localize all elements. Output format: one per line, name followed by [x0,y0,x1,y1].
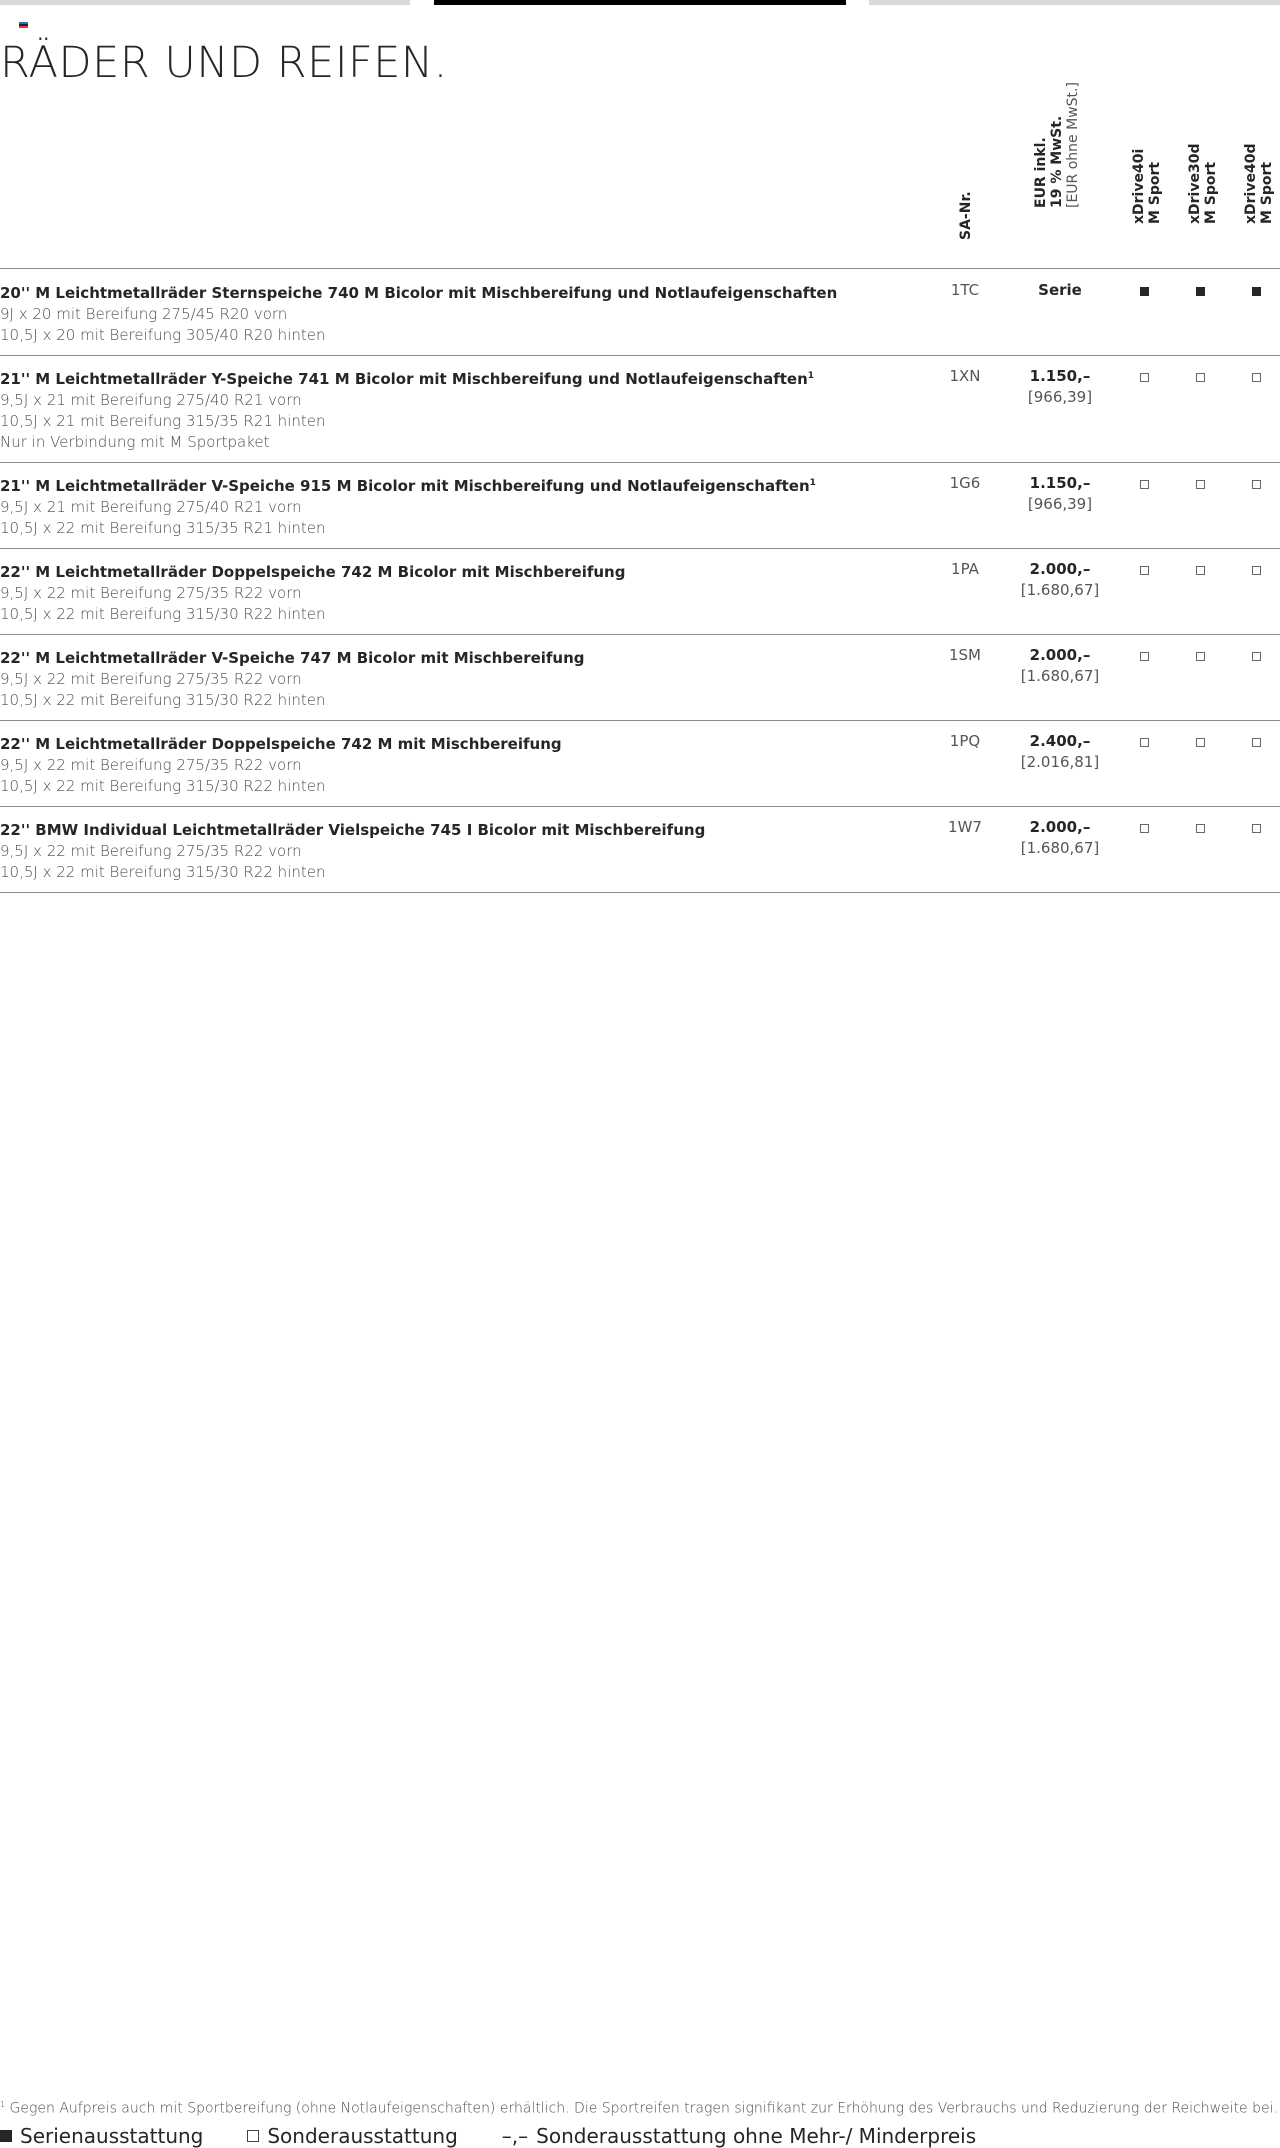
optional-equipment-icon [1140,652,1149,661]
net-price: [966,39] [1027,388,1093,406]
sa-number: 1PQ [949,732,981,750]
sa-number: 1W7 [948,818,982,836]
price-cell [1010,731,1110,773]
m-stripes-icon [19,22,28,28]
price-cell [1010,473,1110,515]
empty-square-icon [247,2130,259,2142]
column-header-sa: SA-Nr. [958,191,974,240]
optional-equipment-icon [1140,480,1149,489]
table-row [0,807,1280,893]
row-description [0,280,930,346]
legend [0,2124,1020,2148]
net-price: [1.680,67] [1020,839,1100,857]
table-row [0,463,1280,549]
net-price: [1.680,67] [1020,581,1100,599]
page-tab-indicator-left [0,0,410,5]
row-title: 21'' M Leichtmetallräder Y-Speiche 741 M Bicolor mit Mischbereifung und Notlaufeigenschaften$^1$ [0,370,815,388]
page-tab-indicator-right [869,0,1280,5]
sa-number: 1PA [951,560,979,578]
row-detail-line: 9J x 20 mit Bereifung 275/45 R20 vorn [0,305,288,323]
table-row [0,635,1280,721]
row-detail-line: 10,5J x 20 mit Bereifung 305/40 R20 hinten [0,326,326,344]
optional-equipment-icon [1196,824,1205,833]
net-price: [966,39] [1027,495,1093,513]
net-price: [2.016,81] [1020,753,1100,771]
row-title: 22'' BMW Individual Leichtmetallräder Vielspeiche 745 I Bicolor mit Mischbereifung [0,821,706,839]
legend-no-price: –,– Sonderausstattung ohne Mehr-/ Minderpreis [501,2124,977,2148]
column-header-variant-3: xDrive40d M Sport [1243,143,1275,224]
gross-price: 2.000,– [1029,818,1091,836]
row-description [0,731,930,797]
standard-equipment-icon [1196,287,1205,296]
column-header-variant-2: xDrive30d M Sport [1187,143,1219,224]
optional-equipment-icon [1196,652,1205,661]
legend-standard: Serienausstattung [0,2124,203,2148]
sa-number: 1SM [948,646,981,664]
table-row [0,549,1280,635]
optional-equipment-icon [1252,480,1261,489]
row-detail-line: 9,5J x 22 mit Bereifung 275/35 R22 vorn [0,842,302,860]
row-detail-line: Nur in Verbindung mit M Sportpaket [0,433,270,451]
optional-equipment-icon [1140,738,1149,747]
gross-price: 2.400,– [1029,732,1091,750]
row-description [0,473,930,539]
row-description [0,559,930,625]
price-cell [1010,366,1110,408]
optional-equipment-icon [1140,373,1149,382]
row-description [0,817,930,883]
row-detail-line: 10,5J x 22 mit Bereifung 315/30 R22 hinten [0,863,326,881]
legend-optional: Sonderausstattung [247,2124,457,2148]
row-detail-line: 10,5J x 21 mit Bereifung 315/35 R21 hinten [0,412,326,430]
row-detail-line: 10,5J x 22 mit Bereifung 315/30 R22 hinten [0,777,326,795]
filled-square-icon [0,2130,12,2142]
row-title: 22'' M Leichtmetallräder V-Speiche 747 M Bicolor mit Mischbereifung [0,649,585,667]
optional-equipment-icon [1252,824,1261,833]
row-description [0,366,930,453]
optional-equipment-icon [1140,566,1149,575]
optional-equipment-icon [1196,373,1205,382]
row-detail-line: 9,5J x 22 mit Bereifung 275/35 R22 vorn [0,756,302,774]
optional-equipment-icon [1196,566,1205,575]
table-row [0,356,1280,463]
row-description [0,645,930,711]
column-header-variant-1: xDrive40i M Sport [1131,148,1163,224]
table-row [0,721,1280,807]
row-title: 20'' M Leichtmetallräder Sternspeiche 740 M Bicolor mit Mischbereifung und Notlaufeigenschaften [0,284,838,302]
row-detail-line: 10,5J x 22 mit Bereifung 315/30 R22 hinten [0,605,326,623]
row-detail-line: 9,5J x 22 mit Bereifung 275/35 R22 vorn [0,584,302,602]
price-cell [1010,817,1110,859]
optional-equipment-icon [1252,373,1261,382]
footnote: $^1$ Gegen Aufpreis auch mit Sportbereifung (ohne Notlaufeigenschaften) erhältlich. Die Sportreifen tragen signifikant zur Erhöhung des Verbrauchs und Reduzierung der Reichweite bei. [0,2100,1278,2117]
table-header [0,82,1280,269]
row-title: 21'' M Leichtmetallräder V-Speiche 915 M Bicolor mit Mischbereifung und Notlaufeigenschaften$^1$ [0,477,816,495]
gross-price: 1.150,– [1029,474,1091,492]
row-title: 22'' M Leichtmetallräder Doppelspeiche 742 M Bicolor mit Mischbereifung [0,563,626,581]
optional-equipment-icon [1196,738,1205,747]
price-cell [1010,559,1110,601]
sa-number: 1G6 [949,474,981,492]
row-detail-line: 9,5J x 22 mit Bereifung 275/35 R22 vorn [0,670,302,688]
page-title: RÄDER UND REIFEN. [0,38,448,88]
row-detail-line: 10,5J x 22 mit Bereifung 315/35 R21 hinten [0,519,326,537]
sa-number: 1TC [950,281,980,299]
net-price: [1.680,67] [1020,667,1100,685]
wheel-table [0,270,1280,893]
gross-price: 2.000,– [1029,560,1091,578]
row-detail-line: 9,5J x 21 mit Bereifung 275/40 R21 vorn [0,498,302,516]
optional-equipment-icon [1140,824,1149,833]
gross-price: 1.150,– [1029,367,1091,385]
optional-equipment-icon [1252,738,1261,747]
optional-equipment-icon [1196,480,1205,489]
row-title: 22'' M Leichtmetallräder Doppelspeiche 742 M mit Mischbereifung [0,735,562,753]
optional-equipment-icon [1252,652,1261,661]
column-header-price: EUR inkl. 19 % MwSt. [EUR ohne MwSt.] [1033,82,1081,208]
standard-equipment-icon [1140,287,1149,296]
sa-number: 1XN [949,367,981,385]
gross-price: Serie [1038,281,1082,299]
optional-equipment-icon [1252,566,1261,575]
footnote-marker: 1 [809,478,816,488]
standard-equipment-icon [1252,287,1261,296]
row-detail-line: 9,5J x 21 mit Bereifung 275/40 R21 vorn [0,391,302,409]
page-tab-indicator-active [434,0,846,5]
price-cell [1010,280,1110,301]
footnote-marker: 1 [807,371,815,381]
table-row [0,270,1280,356]
gross-price: 2.000,– [1029,646,1091,664]
price-cell [1010,645,1110,687]
row-detail-line: 10,5J x 22 mit Bereifung 315/30 R22 hinten [0,691,326,709]
